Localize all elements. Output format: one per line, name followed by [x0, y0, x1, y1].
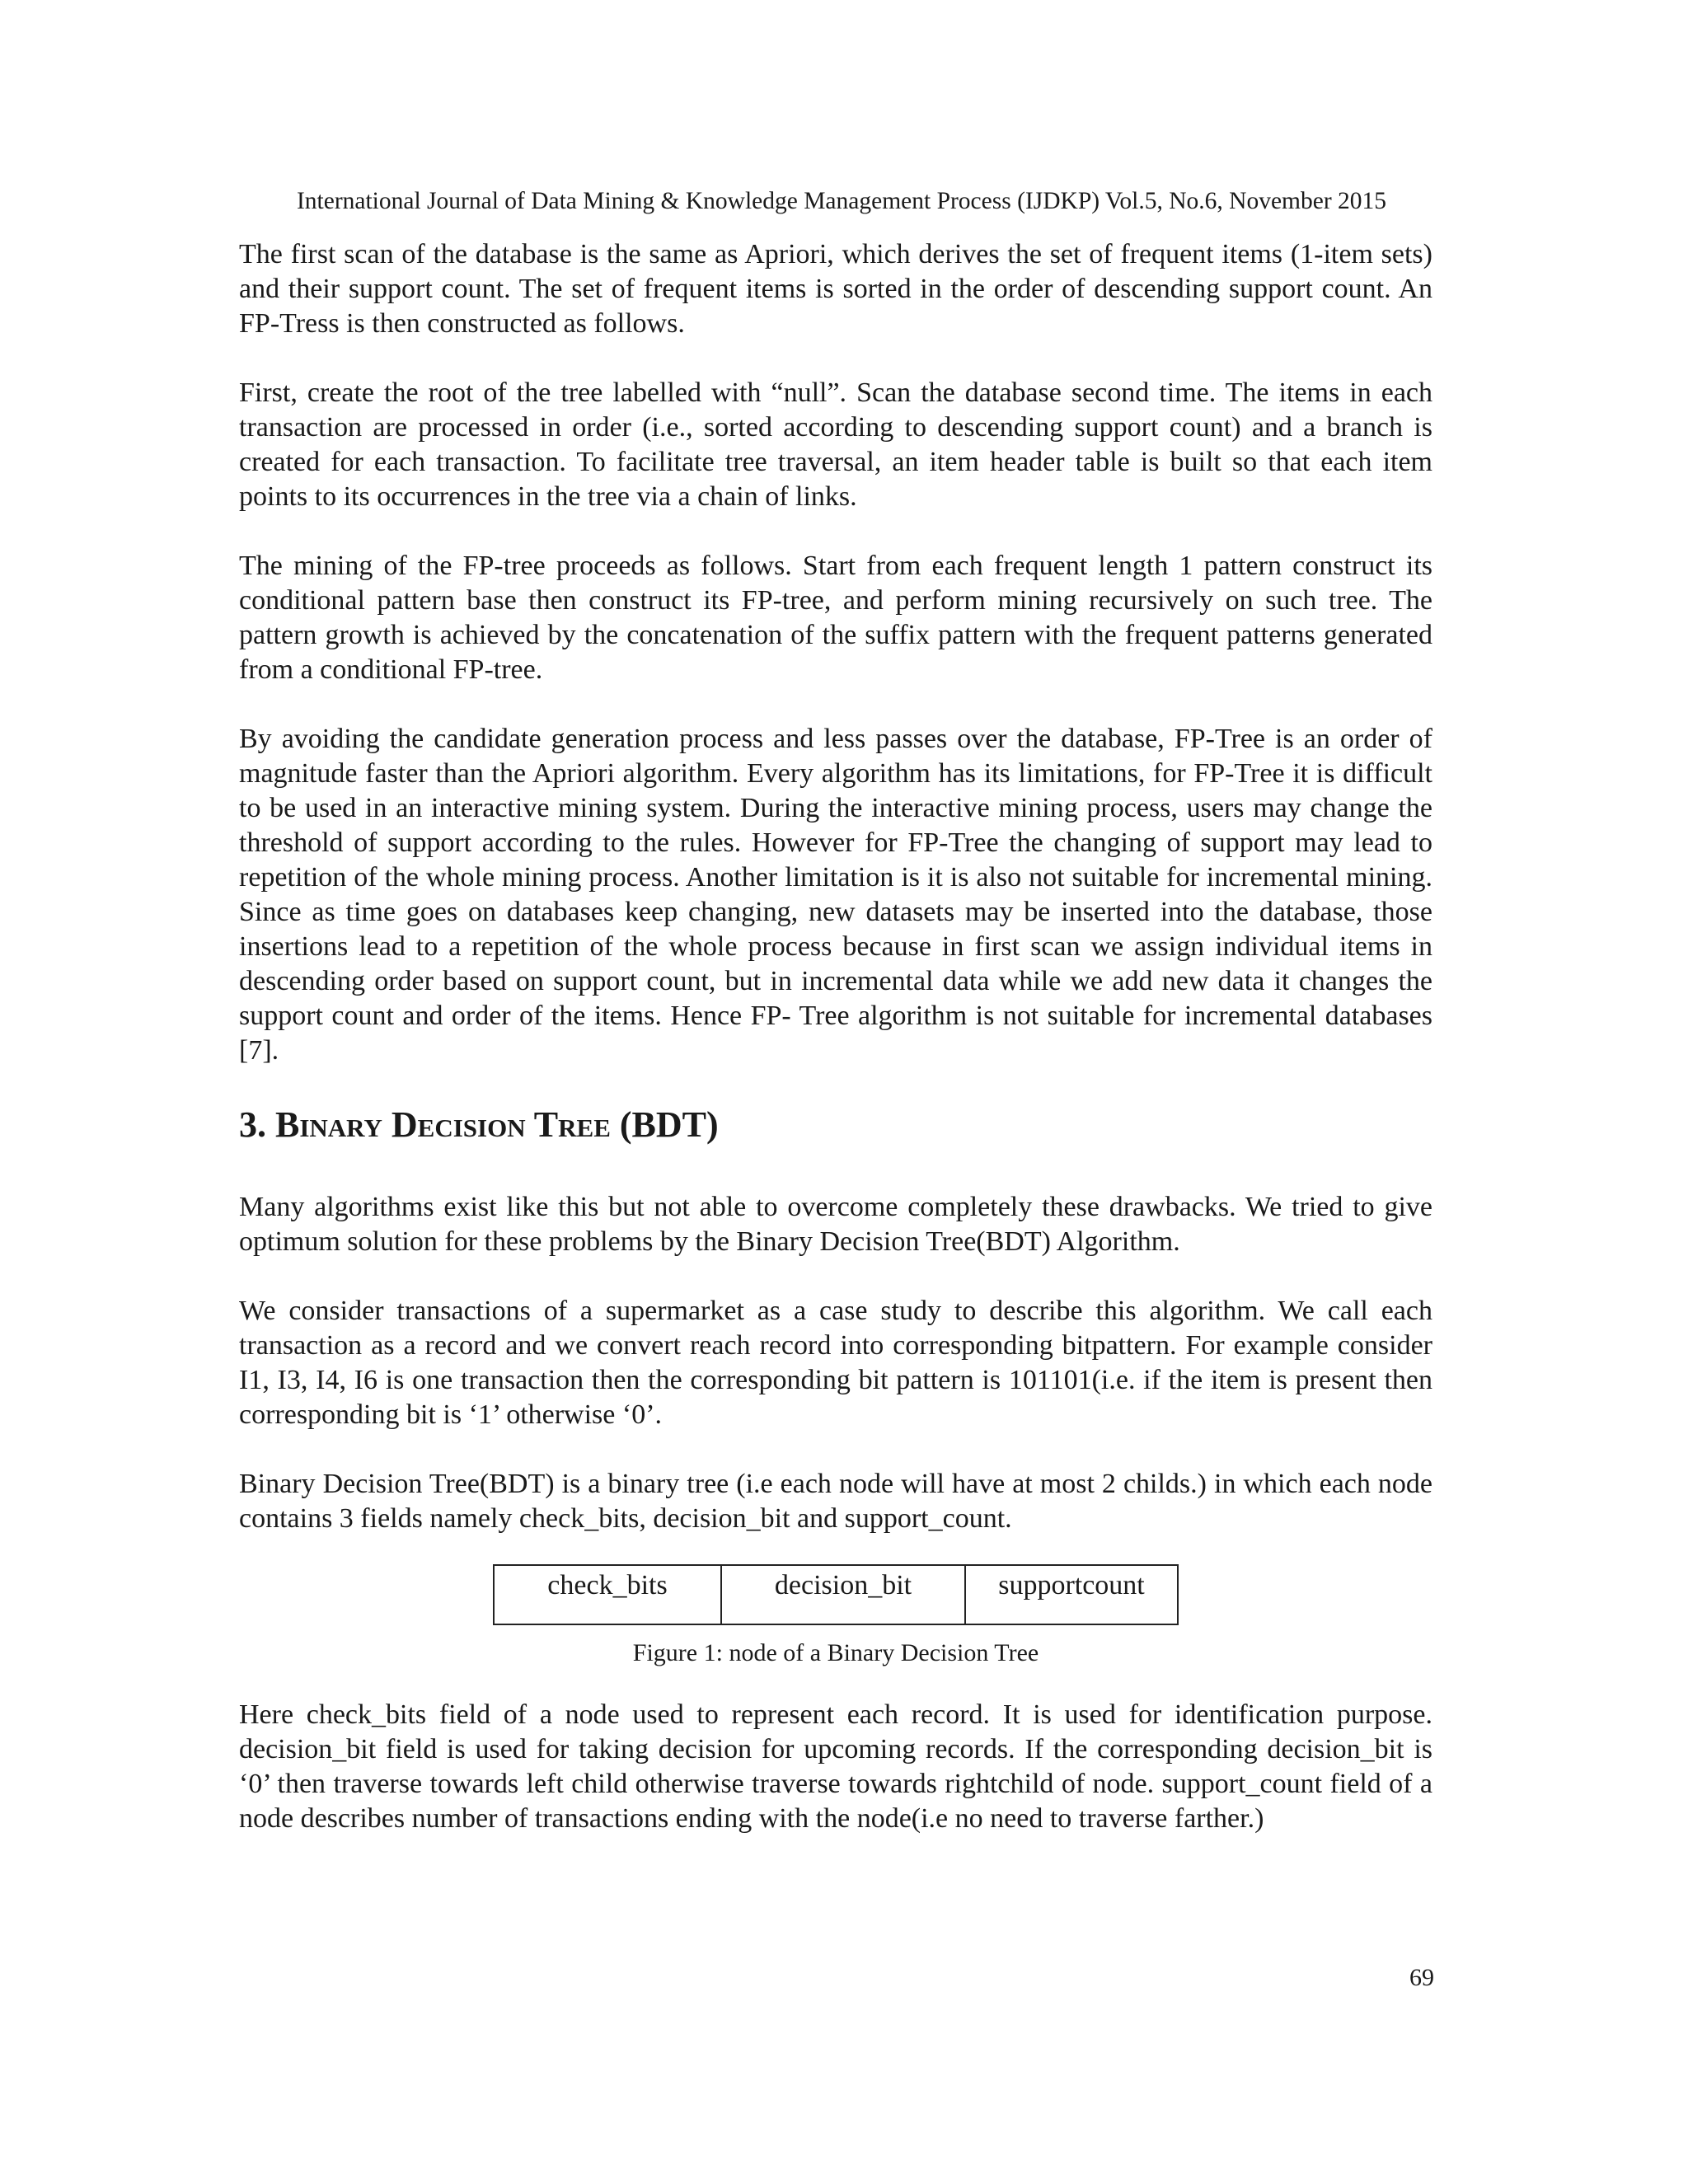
- paragraph-bdt-definition: Binary Decision Tree(BDT) is a binary tree (i.e each node will have at most 2 childs.) in which each node contains 3 fields namely check_bits, decision_bit and support_count.: [239, 1469, 1432, 1534]
- page-body: [239, 237, 1432, 1871]
- paragraph-first-scan: The first scan of the database is the same as Apriori, which derives the set of frequent items (1-item sets) and their support count. The set of frequent items is sorted in the order of descending support count. An FP-Tress is then constructed as follows.: [239, 239, 1432, 339]
- paragraph-supermarket-case: We consider transactions of a supermarket as a case study to describe this algorithm. We call each transaction as a record and we convert reach record into corresponding bitpattern. For example consider I1, I3, I4, I6 is one transaction then the corresponding bit pattern is 101101(i.e. if the item is present then corresponding bit is ‘1’ otherwise ‘0’.: [239, 1296, 1432, 1430]
- running-header: International Journal of Data Mining & Knowledge Management Process (IJDKP) Vol.5, No.6, November 2015: [296, 188, 1387, 214]
- page-number: 69: [1409, 1964, 1434, 1991]
- section-heading: [239, 1103, 1432, 1147]
- paragraph-fp-tree-mining: The mining of the FP-tree proceeds as follows. Start from each frequent length 1 pattern construct its conditional pattern base then construct its FP-tree, and perform mining recursively on such tree. The pattern growth is achieved by the concatenation of the suffix pattern with the frequent patterns generated from a conditional FP-tree.: [239, 551, 1432, 685]
- node-table: [493, 1564, 1179, 1625]
- paragraph-root-construction: First, create the root of the tree labelled with “null”. Scan the database second time. The items in each transaction are processed in order (i.e., sorted according to descending support count) and a branch is created for each transaction. To facilitate tree traversal, an item header table is built so that each item points to its occurrences in the tree via a chain of links.: [239, 377, 1432, 512]
- cell-check-bits: check_bits: [494, 1565, 721, 1624]
- section-title: Binary Decision Tree: [275, 1104, 611, 1145]
- paragraph-node-fields: Here check_bits field of a node used to represent each record. It is used for identification purpose. decision_bit field is used for taking decision for upcoming records. If the corresponding decision_bit is ‘0’ then traverse towards left child otherwise traverse towards rightchild of node. support_count field of a node describes number of transactions ending with the node(i.e no need to traverse farther.): [239, 1699, 1432, 1834]
- section-number: 3.: [239, 1104, 275, 1145]
- figure-caption: Figure 1: node of a Binary Decision Tree: [632, 1639, 1039, 1666]
- cell-decision-bit: decision_bit: [721, 1565, 965, 1624]
- paragraph-bdt-intro: Many algorithms exist like this but not able to overcome completely these drawbacks. We tried to give optimum solution for these problems by the Binary Decision Tree(BDT) Algorithm.: [239, 1192, 1432, 1257]
- cell-supportcount: supportcount: [965, 1565, 1178, 1624]
- section-abbrev: (BDT): [610, 1104, 719, 1145]
- node-table-row: [494, 1565, 1178, 1624]
- paragraph-fp-tree-limitations: By avoiding the candidate generation process and less passes over the database, FP-Tree is an order of magnitude faster than the Apriori algorithm. Every algorithm has its limitations, for FP-Tree it is difficult to be used in an interactive mining system. During the interactive mining process, users may change the threshold of support according to the rules. However for FP-Tree the changing of support may lead to repetition of the whole mining process. Another limitation is it is also not suitable for incremental mining. Since as time goes on databases keep changing, new datasets may be inserted into the database, those insertions lead to a repetition of the whole process because in first scan we assign individual items in descending order based on support count, but in incremental data while we add new data it changes the support count and order of the items. Hence FP- Tree algorithm is not suitable for incremental databases [7].: [239, 724, 1432, 1066]
- figure-node: [239, 1564, 1432, 1670]
